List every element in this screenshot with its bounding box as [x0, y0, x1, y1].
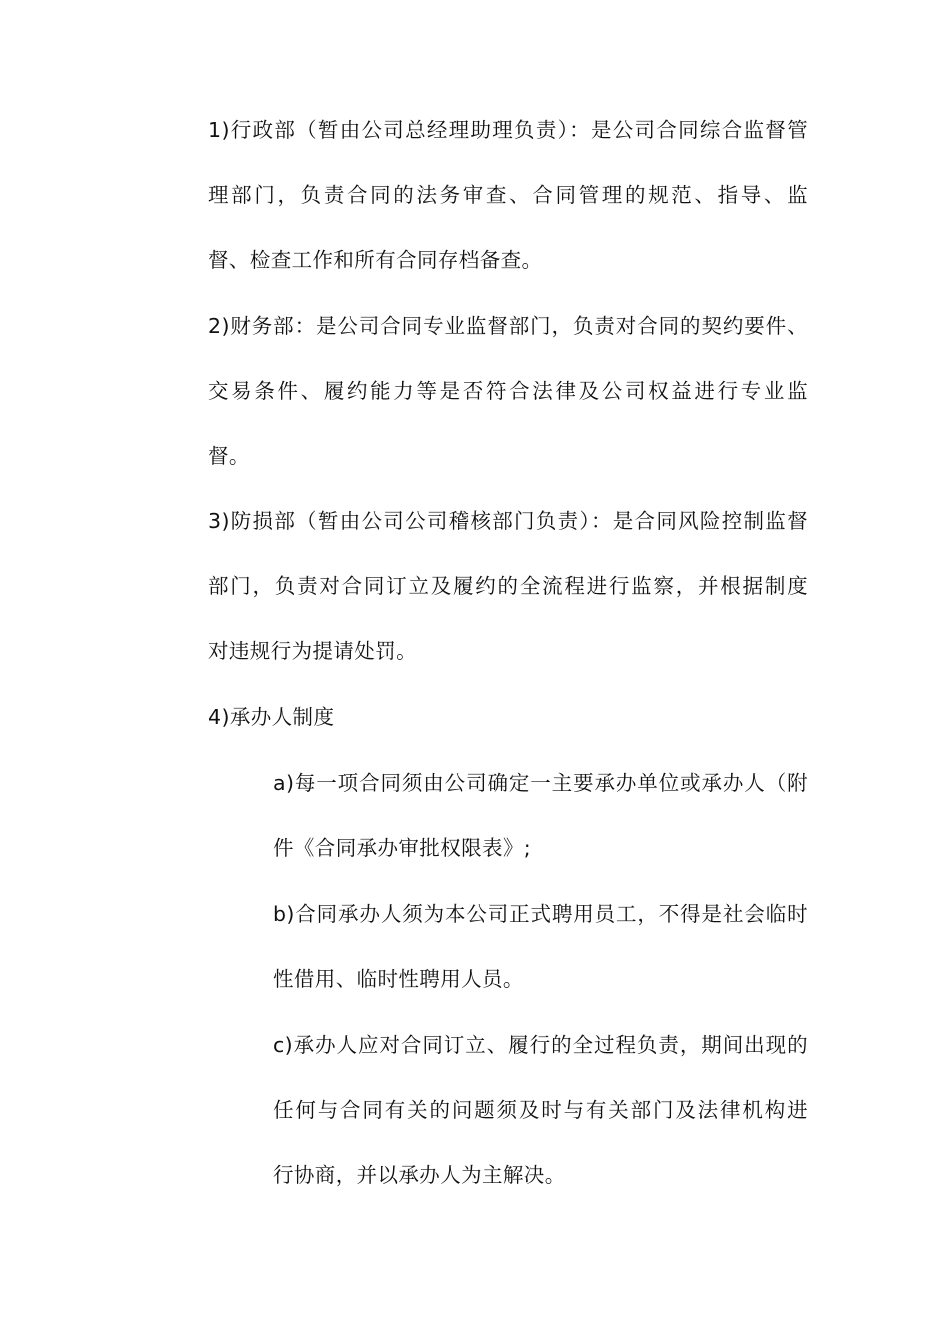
paragraph-line: 任何与合同有关的问题须及时与有关部门及法律机构进 — [273, 1098, 808, 1122]
section-heading: 4)承办人制度 — [208, 705, 335, 729]
paragraph-line: 交易条件、履约能力等是否符合法律及公司权益进行专业监 — [208, 379, 808, 403]
paragraph-line: 行协商，并以承办人为主解决。 — [273, 1163, 566, 1187]
paragraph-line: 理部门，负责合同的法务审查、合同管理的规范、指导、监 — [208, 183, 808, 207]
paragraph-line: 2)财务部：是公司合同专业监督部门，负责对合同的契约要件、 — [208, 314, 808, 338]
paragraph-line: 部门，负责对合同订立及履约的全流程进行监察，并根据制度 — [208, 574, 808, 598]
paragraph-line: 性借用、临时性聘用人员。 — [273, 967, 524, 991]
paragraph-line: a)每一项合同须由公司确定一主要承办单位或承办人（附 — [273, 771, 808, 795]
paragraph-line: 件《合同承办审批权限表》; — [273, 836, 532, 860]
paragraph-line: 督、检查工作和所有合同存档备查。 — [208, 248, 543, 272]
paragraph-line: 督。 — [208, 444, 250, 468]
paragraph-line: 3)防损部（暂由公司公司稽核部门负责）：是合同风险控制监督 — [208, 509, 808, 533]
paragraph-line: 对违规行为提请处罚。 — [208, 639, 417, 663]
paragraph-line: c)承办人应对合同订立、履行的全过程负责，期间出现的 — [273, 1033, 808, 1057]
paragraph-line: b)合同承办人须为本公司正式聘用员工，不得是社会临时 — [273, 902, 808, 926]
paragraph-line: 1)行政部（暂由公司总经理助理负责）：是公司合同综合监督管 — [208, 118, 808, 142]
